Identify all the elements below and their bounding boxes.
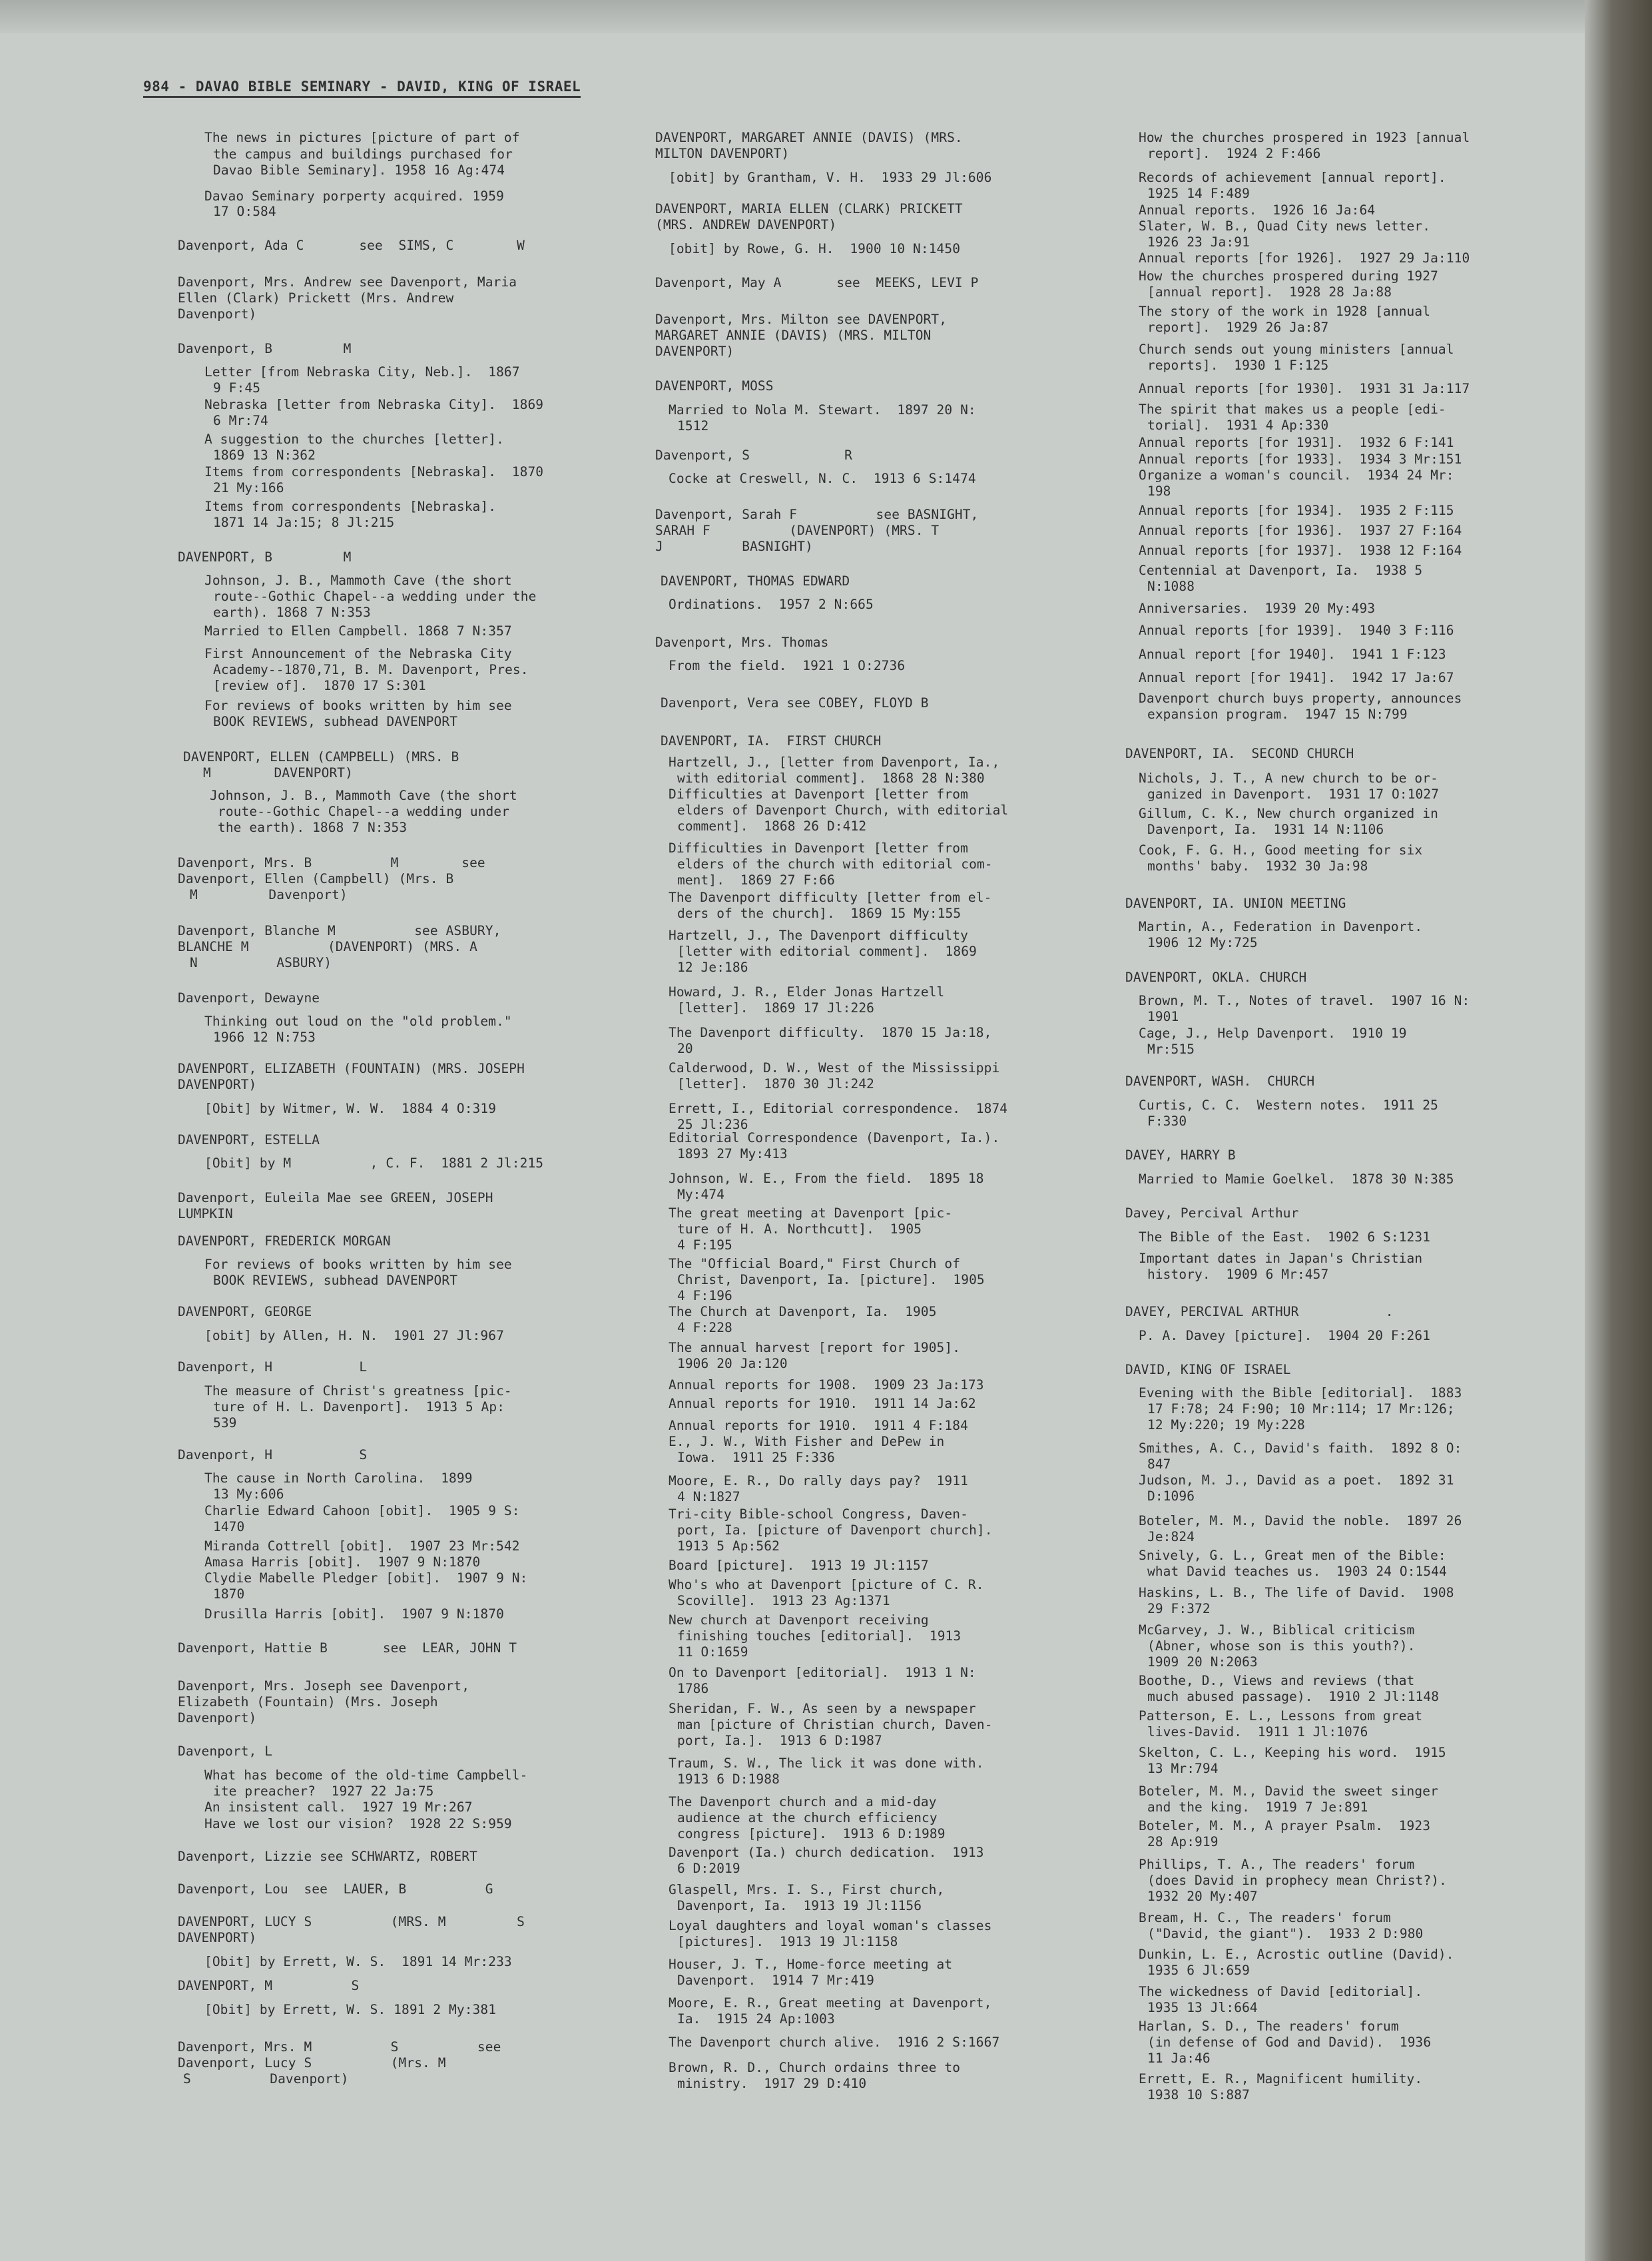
index-line: Davenport. 1914 7 Mr:419 [677, 1973, 874, 1988]
index-line: 29 F:372 [1147, 1601, 1211, 1616]
index-line: Davenport, Mrs. Joseph see Davenport, [178, 1678, 470, 1694]
index-line: Difficulties at Davenport [letter from [669, 787, 968, 802]
index-line: [review of]. 1870 17 S:301 [213, 678, 426, 693]
index-line: the campus and buildings purchased for [213, 147, 513, 162]
index-line: Davenport, Sarah F see BASNIGHT, [655, 507, 979, 522]
index-line: DAVENPORT, IA. UNION MEETING [1125, 896, 1346, 911]
index-line: Davenport) [178, 306, 257, 322]
index-line: Records of achievement [annual report]. [1139, 170, 1446, 185]
index-line: ment]. 1869 27 F:66 [677, 872, 835, 888]
index-line: Hartzell, J., [letter from Davenport, Ia., [669, 755, 1000, 770]
index-line: Organize a woman's council. 1934 24 Mr: [1139, 468, 1454, 483]
index-line: Editorial Correspondence (Davenport, Ia.). [669, 1130, 1000, 1145]
index-line: Cage, J., Help Davenport. 1910 19 [1139, 1026, 1407, 1041]
index-line: Johnson, W. E., From the field. 1895 18 [669, 1171, 984, 1186]
index-line: 198 [1147, 484, 1171, 499]
index-line: Scoville]. 1913 23 Ag:1371 [677, 1593, 890, 1608]
index-line: Houser, J. T., Home-force meeting at [669, 1957, 953, 1972]
index-line: MARGARET ANNIE (DAVIS) (MRS. MILTON [655, 328, 932, 343]
index-line: audience at the church efficiency [677, 1810, 938, 1825]
index-line: DAVENPORT, OKLA. CHURCH [1125, 970, 1307, 985]
index-line: 6 D:2019 [677, 1861, 740, 1876]
index-line: Iowa. 1911 25 F:336 [677, 1450, 835, 1465]
index-line: report]. 1924 2 F:466 [1147, 146, 1321, 161]
index-line: Annual reports [for 1933]. 1934 3 Mr:151 [1139, 452, 1462, 467]
index-line: Miranda Cottrell [obit]. 1907 23 Mr:542 [204, 1538, 520, 1554]
index-line: My:474 [677, 1187, 725, 1202]
index-line: Harlan, S. D., The readers' forum [1139, 2019, 1399, 2034]
index-line: what David teaches us. 1903 24 O:1544 [1147, 1564, 1447, 1579]
index-line: The spirit that makes us a people [edi- [1139, 402, 1446, 417]
index-line: Skelton, C. L., Keeping his word. 1915 [1139, 1745, 1446, 1760]
index-line: Annual reports for 1910. 1911 4 F:184 [669, 1418, 968, 1433]
index-line: Ellen (Clark) Prickett (Mrs. Andrew [178, 290, 454, 306]
index-line: Davenport, Euleila Mae see GREEN, JOSEPH [178, 1190, 493, 1205]
index-line: Ordinations. 1957 2 N:665 [669, 597, 874, 612]
index-line: Clydie Mabelle Pledger [obit]. 1907 9 N: [204, 1570, 528, 1586]
index-line: Annual reports [for 1931]. 1932 6 F:141 [1139, 435, 1454, 450]
index-line: Annual reports for 1910. 1911 14 Ja:62 [669, 1396, 976, 1411]
index-line: 1786 [677, 1681, 709, 1696]
index-line: Drusilla Harris [obit]. 1907 9 N:1870 [204, 1606, 504, 1622]
index-line: ministry. 1917 29 D:410 [677, 2076, 867, 2091]
index-line: DAVENPORT, ELIZABETH (FOUNTAIN) (MRS. JOSEPH [178, 1061, 525, 1076]
index-line: elders of the church with editorial com- [677, 856, 993, 872]
index-line: [obit] by Allen, H. N. 1901 27 Jl:967 [204, 1328, 504, 1343]
index-line: First Announcement of the Nebraska City [204, 646, 512, 661]
index-line: Howard, J. R., Elder Jonas Hartzell [669, 984, 945, 1000]
index-line: Who's who at Davenport [picture of C. R. [669, 1577, 984, 1592]
index-line: Sheridan, F. W., As seen by a newspaper [669, 1701, 976, 1716]
index-line: 9 F:45 [213, 380, 261, 396]
index-line: expansion program. 1947 15 N:799 [1147, 707, 1408, 722]
index-line: Hartzell, J., The Davenport difficulty [669, 928, 968, 943]
index-line: The Bible of the East. 1902 6 S:1231 [1139, 1229, 1431, 1245]
index-line: DAVENPORT, WASH. CHURCH [1125, 1074, 1315, 1089]
index-line: Davenport, Lou see LAUER, B G [178, 1881, 493, 1897]
index-line: 1926 23 Ja:91 [1147, 234, 1250, 250]
index-line: J BASNIGHT) [655, 539, 813, 554]
index-line: Davenport, H S [178, 1447, 368, 1462]
index-line: Important dates in Japan's Christian [1139, 1251, 1423, 1266]
index-line: 1871 14 Ja:15; 8 Jl:215 [213, 515, 395, 530]
index-line: Married to Nola M. Stewart. 1897 20 N: [669, 402, 976, 418]
index-line: port, Ia. [picture of Davenport church]. [677, 1522, 993, 1538]
index-line: reports]. 1930 1 F:125 [1147, 358, 1329, 373]
index-line: Davenport, Ada C see SIMS, C W [178, 238, 525, 253]
index-line: Phillips, T. A., The readers' forum [1139, 1857, 1415, 1872]
index-line: report]. 1929 26 Ja:87 [1147, 320, 1329, 335]
index-line: Davenport church buys property, announces [1139, 691, 1462, 706]
index-line: DAVENPORT, IA. FIRST CHURCH [661, 733, 882, 749]
index-line: Davey, Percival Arthur [1125, 1205, 1299, 1221]
index-line: M DAVENPORT) [203, 765, 353, 781]
index-line: DAVENPORT) [178, 1077, 257, 1092]
index-line: 4 F:196 [677, 1288, 732, 1303]
index-line: Evening with the Bible [editorial]. 1883 [1139, 1385, 1462, 1401]
index-line: Board [picture]. 1913 19 Jl:1157 [669, 1558, 929, 1573]
index-line: earth). 1868 7 N:353 [213, 605, 371, 620]
index-line: DAVENPORT, THOMAS EDWARD [661, 573, 850, 589]
index-line: The news in pictures [picture of part of [204, 130, 520, 145]
index-line: DAVENPORT, MOSS [655, 378, 774, 394]
index-line: (does David in prophecy mean Christ?). [1147, 1873, 1447, 1888]
index-line: DAVENPORT, MARGARET ANNIE (DAVIS) (MRS. [655, 130, 963, 145]
index-line: ture of H. A. Northcutt]. 1905 [677, 1221, 922, 1237]
index-line: comment]. 1868 26 D:412 [677, 818, 867, 834]
index-line: E., J. W., With Fisher and DePew in [669, 1434, 945, 1449]
index-line: Boteler, M. M., David the noble. 1897 26 [1139, 1513, 1462, 1528]
index-line: and the king. 1919 7 Je:891 [1147, 1799, 1368, 1815]
index-line: 1935 13 Jl:664 [1147, 2000, 1258, 2015]
index-line: BOOK REVIEWS, subhead DAVENPORT [213, 714, 458, 729]
index-line: 1938 10 S:887 [1147, 2087, 1250, 2102]
index-line: 1909 20 N:2063 [1147, 1654, 1258, 1670]
index-line: Davenport, H L [178, 1359, 368, 1375]
index-line: ganized in Davenport. 1931 17 O:1027 [1147, 787, 1440, 802]
index-line: SARAH F (DAVENPORT) (MRS. T [655, 523, 940, 538]
index-line: Cook, F. G. H., Good meeting for six [1139, 842, 1423, 858]
index-line: Martin, A., Federation in Davenport. [1139, 919, 1423, 934]
index-line: [annual report]. 1928 28 Ja:88 [1147, 284, 1392, 300]
index-line: congress [picture]. 1913 6 D:1989 [677, 1826, 946, 1841]
index-line: F:330 [1147, 1114, 1187, 1129]
index-line: Davenport, Hattie B see LEAR, JOHN T [178, 1640, 517, 1656]
index-line: DAVENPORT) [655, 344, 734, 359]
index-line: 11 O:1659 [677, 1644, 748, 1660]
index-line: (Abner, whose son is this youth?). [1147, 1638, 1416, 1654]
index-line: 1906 20 Ja:120 [677, 1356, 788, 1371]
index-line: Davenport, B M [178, 341, 352, 356]
index-line: DAVENPORT, ELLEN (CAMPBELL) (MRS. B [183, 749, 459, 765]
index-line: DAVENPORT) [178, 1930, 257, 1945]
index-line: [Obit] by Witmer, W. W. 1884 4 O:319 [204, 1101, 497, 1116]
index-line: The cause in North Carolina. 1899 [204, 1470, 473, 1486]
index-line: 1906 12 My:725 [1147, 935, 1258, 950]
index-line: [obit] by Rowe, G. H. 1900 10 N:1450 [669, 241, 961, 256]
index-line: The great meeting at Davenport [pic- [669, 1205, 953, 1221]
index-line: 1925 14 F:489 [1147, 186, 1250, 201]
index-line: 4 F:195 [677, 1237, 732, 1253]
index-line: Annual reports [for 1934]. 1935 2 F:115 [1139, 503, 1454, 518]
index-line: Married to Ellen Campbell. 1868 7 N:357 [204, 623, 512, 639]
running-head: 984 - DAVAO BIBLE SEMINARY - DAVID, KING OF ISRAEL [143, 79, 581, 98]
index-line: On to Davenport [editorial]. 1913 1 N: [669, 1665, 976, 1680]
index-line: Davenport, Blanche M see ASBURY, [178, 923, 501, 938]
index-line: 4 N:1827 [677, 1489, 740, 1504]
index-line: route--Gothic Chapel--a wedding under [218, 804, 510, 819]
index-line: 1893 27 My:413 [677, 1146, 788, 1161]
index-line: Brown, M. T., Notes of travel. 1907 16 N: [1139, 993, 1470, 1008]
index-line: Boteler, M. M., David the sweet singer [1139, 1783, 1438, 1799]
index-line: Davenport, Mrs. M S see [178, 2039, 501, 2055]
index-line: lives-David. 1911 1 Jl:1076 [1147, 1724, 1368, 1740]
index-line: 6 Mr:74 [213, 413, 268, 428]
index-line: Johnson, J. B., Mammoth Cave (the short [204, 573, 512, 588]
index-line: The Davenport church and a mid-day [669, 1794, 937, 1809]
index-line: 1913 5 Ap:562 [677, 1538, 780, 1554]
index-line: Calderwood, D. W., West of the Mississippi [669, 1060, 1000, 1076]
index-line: LUMPKIN [178, 1206, 233, 1221]
index-line: BLANCHE M (DAVENPORT) (MRS. A [178, 939, 477, 954]
index-line: Anniversaries. 1939 20 My:493 [1139, 601, 1376, 616]
index-line: months' baby. 1932 30 Ja:98 [1147, 858, 1368, 874]
index-line: Cocke at Creswell, N. C. 1913 6 S:1474 [669, 471, 976, 486]
index-line: port, Ia.]. 1913 6 D:1987 [677, 1733, 882, 1748]
index-line: DAVENPORT, ESTELLA [178, 1132, 320, 1147]
index-line: [pictures]. 1913 19 Jl:1158 [677, 1934, 898, 1949]
index-line: Bream, H. C., The readers' forum [1139, 1910, 1391, 1925]
index-line: elders of Davenport Church, with editorial [677, 803, 1009, 818]
index-line: history. 1909 6 Mr:457 [1147, 1267, 1329, 1282]
index-line: DAVENPORT, LUCY S (MRS. M S [178, 1914, 525, 1929]
index-line: The Davenport difficulty. 1870 15 Ja:18, [669, 1025, 992, 1040]
index-line: Amasa Harris [obit]. 1907 9 N:1870 [204, 1554, 481, 1570]
index-line: DAVENPORT, FREDERICK MORGAN [178, 1233, 391, 1249]
index-line: 1869 13 N:362 [213, 448, 316, 463]
index-line: Davao Bible Seminary]. 1958 16 Ag:474 [213, 162, 505, 178]
index-line: Nebraska [letter from Nebraska City]. 1869 [204, 397, 544, 412]
index-line: (MRS. ANDREW DAVENPORT) [655, 217, 837, 232]
index-line: Davenport, Ia. 1931 14 N:1106 [1147, 822, 1384, 837]
index-line: Academy--1870,71, B. M. Davenport, Pres. [213, 662, 529, 677]
index-line: Have we lost our vision? 1928 22 S:959 [204, 1816, 512, 1831]
index-line: Johnson, J. B., Mammoth Cave (the short [210, 788, 517, 803]
index-line: The story of the work in 1928 [annual [1139, 304, 1431, 319]
index-line: 17 O:584 [213, 204, 276, 219]
index-line: Items from correspondents [Nebraska]. [204, 499, 497, 514]
index-line: Patterson, E. L., Lessons from great [1139, 1708, 1423, 1724]
index-line: Annual reports for 1908. 1909 23 Ja:173 [669, 1377, 984, 1393]
index-line: Moore, E. R., Do rally days pay? 1911 [669, 1473, 968, 1488]
index-line: 1512 [677, 418, 709, 434]
index-line: Difficulties in Davenport [letter from [669, 840, 968, 856]
index-line: Moore, E. R., Great meeting at Davenport, [669, 1995, 992, 2011]
index-line: Glaspell, Mrs. I. S., First church, [669, 1882, 945, 1897]
index-line: 20 [677, 1041, 693, 1056]
index-line: P. A. Davey [picture]. 1904 20 F:261 [1139, 1328, 1431, 1343]
index-line: Christ, Davenport, Ia. [picture]. 1905 [677, 1272, 985, 1287]
index-line: MILTON DAVENPORT) [655, 146, 790, 161]
index-line: 1901 [1147, 1009, 1179, 1024]
index-line: S Davenport) [183, 2071, 349, 2087]
index-line: Annual report [for 1941]. 1942 17 Ja:67 [1139, 670, 1454, 685]
index-line: New church at Davenport receiving [669, 1612, 929, 1628]
index-line: 539 [213, 1415, 237, 1431]
index-line: ders of the church]. 1869 15 My:155 [677, 906, 962, 921]
index-line: For reviews of books written by him see [204, 1257, 512, 1272]
index-line: An insistent call. 1927 19 Mr:267 [204, 1799, 473, 1815]
index-line: D:1096 [1147, 1488, 1195, 1504]
index-line: DAVEY, HARRY B [1125, 1147, 1236, 1163]
index-line: The annual harvest [report for 1905]. [669, 1340, 961, 1355]
index-line: 11 Ja:46 [1147, 2051, 1211, 2066]
index-line: Gillum, C. K., New church organized in [1139, 806, 1438, 821]
index-line: Boteler, M. M., A prayer Psalm. 1923 [1139, 1818, 1431, 1833]
index-line: Charlie Edward Cahoon [obit]. 1905 9 S: [204, 1503, 520, 1518]
index-line: The Church at Davenport, Ia. 1905 [669, 1304, 937, 1319]
index-line: Je:824 [1147, 1529, 1195, 1544]
index-line: [Obit] by Errett, W. S. 1891 14 Mr:233 [204, 1954, 512, 1969]
index-line: ture of H. L. Davenport]. 1913 5 Ap: [213, 1399, 505, 1415]
index-line: 13 Mr:794 [1147, 1761, 1219, 1776]
index-line: [letter]. 1870 30 Jl:242 [677, 1076, 874, 1092]
index-line: Davenport, Lucy S (Mrs. M [178, 2055, 446, 2071]
index-line: ite preacher? 1927 22 Ja:75 [213, 1783, 434, 1799]
index-line: Davenport, S R [655, 448, 852, 463]
index-line: Davenport, Dewayne [178, 990, 320, 1006]
index-line: Davenport, Lizzie see SCHWARTZ, ROBERT [178, 1849, 477, 1864]
index-line: 1935 6 Jl:659 [1147, 1963, 1250, 1978]
index-line: DAVENPORT, MARIA ELLEN (CLARK) PRICKETT [655, 201, 963, 216]
index-line: Curtis, C. C. Western notes. 1911 25 [1139, 1098, 1438, 1113]
index-line: DAVENPORT, GEORGE [178, 1304, 312, 1319]
index-line: 1932 20 My:407 [1147, 1889, 1258, 1904]
index-line: For reviews of books written by him see [204, 698, 512, 713]
index-line: 21 My:166 [213, 480, 284, 495]
index-line: 28 Ap:919 [1147, 1834, 1219, 1849]
page-right-edge [1585, 0, 1652, 2261]
index-line: A suggestion to the churches [letter]. [204, 432, 504, 447]
index-line: 1870 [213, 1586, 245, 1602]
index-line: Church sends out young ministers [annual [1139, 342, 1454, 357]
index-line: Ia. 1915 24 Ap:1003 [677, 2011, 835, 2027]
index-line: 12 Je:186 [677, 960, 748, 975]
index-line: Loyal daughters and loyal woman's classes [669, 1918, 992, 1933]
index-line: Davenport, Mrs. B M see [178, 855, 485, 870]
index-line: What has become of the old-time Campbell- [204, 1768, 528, 1783]
index-line: DAVEY, PERCIVAL ARTHUR . [1125, 1304, 1394, 1319]
index-line: 17 F:78; 24 F:90; 10 Mr:114; 17 Mr:126; [1147, 1401, 1455, 1417]
index-line: Letter [from Nebraska City, Neb.]. 1867 [204, 364, 520, 380]
index-line: Traum, S. W., The lick it was done with. [669, 1756, 984, 1771]
index-line: 1913 6 D:1988 [677, 1772, 780, 1787]
index-line: DAVENPORT, IA. SECOND CHURCH [1125, 746, 1354, 761]
index-line: Annual reports [for 1930]. 1931 31 Ja:117 [1139, 381, 1470, 396]
index-line: Annual reports. 1926 16 Ja:64 [1139, 202, 1376, 218]
index-line: [obit] by Grantham, V. H. 1933 29 Jl:606 [669, 170, 992, 185]
index-line: ("David, the giant"). 1933 2 D:980 [1147, 1926, 1424, 1941]
index-line: Davenport, Ia. 1913 19 Jl:1156 [677, 1898, 922, 1913]
index-line: Davenport, Vera see COBEY, FLOYD B [661, 695, 929, 711]
index-line: DAVENPORT, B M [178, 549, 352, 565]
index-line: Snively, G. L., Great men of the Bible: [1139, 1548, 1446, 1563]
index-line: Mr:515 [1147, 1042, 1195, 1057]
index-line: The Davenport church alive. 1916 2 S:1667 [669, 2035, 1000, 2050]
index-line: 13 My:606 [213, 1486, 284, 1502]
index-line: Nichols, J. T., A new church to be or- [1139, 771, 1438, 786]
index-line: Married to Mamie Goelkel. 1878 30 N:385 [1139, 1171, 1454, 1187]
index-line: 1966 12 N:753 [213, 1030, 316, 1045]
index-line: Davenport, Mrs. Thomas [655, 635, 829, 650]
index-line: The measure of Christ's greatness [pic- [204, 1383, 512, 1399]
index-line: [letter]. 1869 17 Jl:226 [677, 1000, 874, 1016]
index-line: Boothe, D., Views and reviews (that [1139, 1673, 1415, 1688]
index-line: Davenport (Ia.) church dedication. 1913 [669, 1845, 984, 1860]
index-line: How the churches prospered in 1923 [annual [1139, 130, 1470, 145]
index-line: Annual reports [for 1926]. 1927 29 Ja:110 [1139, 250, 1470, 266]
index-line: DAVENPORT, M S [178, 1978, 360, 1993]
index-line: [Obit] by M , C. F. 1881 2 Jl:215 [204, 1155, 544, 1171]
index-line: [letter with editorial comment]. 1869 [677, 944, 977, 959]
index-line: Tri-city Bible-school Congress, Daven- [669, 1506, 968, 1522]
index-line: Judson, M. J., David as a poet. 1892 31 [1139, 1472, 1454, 1488]
index-line: Thinking out loud on the "old problem." [204, 1014, 512, 1029]
index-line: Centennial at Davenport, Ia. 1938 5 [1139, 563, 1423, 578]
index-line: 12 My:220; 19 My:228 [1147, 1417, 1305, 1433]
index-line: The Davenport difficulty [letter from el- [669, 890, 992, 905]
index-line: M Davenport) [190, 887, 348, 902]
index-line: Annual report [for 1940]. 1941 1 F:123 [1139, 647, 1446, 662]
index-line: Items from correspondents [Nebraska]. 1870 [204, 464, 544, 480]
index-line: Haskins, L. B., The life of David. 1908 [1139, 1585, 1454, 1600]
index-line: DAVID, KING OF ISRAEL [1125, 1362, 1291, 1377]
index-line: Davenport, Mrs. Andrew see Davenport, Maria [178, 274, 517, 290]
index-line: Davenport, L [178, 1744, 273, 1759]
index-line: Annual reports [for 1939]. 1940 3 F:116 [1139, 623, 1454, 638]
index-line: Davenport) [178, 1710, 257, 1726]
index-line: The wickedness of David [editorial]. [1139, 1984, 1423, 1999]
index-line: the earth). 1868 7 N:353 [218, 820, 408, 835]
index-line: Brown, R. D., Church ordains three to [669, 2060, 961, 2075]
index-line: Errett, I., Editorial correspondence. 1874 [669, 1101, 1008, 1116]
index-line: Slater, W. B., Quad City news letter. [1139, 218, 1431, 234]
index-line: Errett, E. R., Magnificent humility. [1139, 2071, 1423, 2087]
index-line: The "Official Board," First Church of [669, 1256, 961, 1271]
index-line: much abused passage). 1910 2 Jl:1148 [1147, 1689, 1440, 1704]
index-line: Dunkin, L. E., Acrostic outline (David). [1139, 1947, 1454, 1962]
index-line: finishing touches [editorial]. 1913 [677, 1628, 962, 1644]
index-line: How the churches prospered during 1927 [1139, 268, 1438, 284]
index-line: 1470 [213, 1519, 245, 1534]
index-line: Elizabeth (Fountain) (Mrs. Joseph [178, 1694, 438, 1710]
index-line: BOOK REVIEWS, subhead DAVENPORT [213, 1273, 458, 1288]
index-line: Annual reports [for 1936]. 1937 27 F:164 [1139, 523, 1462, 538]
index-line: Davao Seminary porperty acquired. 1959 [204, 188, 504, 204]
index-line: (in defense of God and David). 1936 [1147, 2035, 1432, 2050]
index-line: McGarvey, J. W., Biblical criticism [1139, 1622, 1415, 1638]
index-line: N:1088 [1147, 579, 1195, 594]
index-line: Smithes, A. C., David's faith. 1892 8 O: [1139, 1441, 1462, 1456]
index-line: with editorial comment]. 1868 28 N:380 [677, 771, 985, 786]
index-line: N ASBURY) [190, 955, 332, 970]
index-line: torial]. 1931 4 Ap:330 [1147, 418, 1329, 433]
index-line: route--Gothic Chapel--a wedding under the [213, 589, 537, 604]
index-line: Davenport, Mrs. Milton see DAVENPORT, [655, 312, 948, 327]
index-line: From the field. 1921 1 O:2736 [669, 658, 906, 673]
index-line: 847 [1147, 1456, 1171, 1472]
index-line: Davenport, Ellen (Campbell) (Mrs. B [178, 871, 454, 886]
index-line: 4 F:228 [677, 1320, 732, 1335]
index-line: man [picture of Christian church, Daven- [677, 1717, 993, 1732]
index-line: 25 Jl:236 [677, 1117, 748, 1132]
index-line: [Obit] by Errett, W. S. 1891 2 My:381 [204, 2002, 497, 2017]
index-line: Annual reports [for 1937]. 1938 12 F:164 [1139, 543, 1462, 558]
index-line: Davenport, May A see MEEKS, LEVI P [655, 275, 979, 290]
